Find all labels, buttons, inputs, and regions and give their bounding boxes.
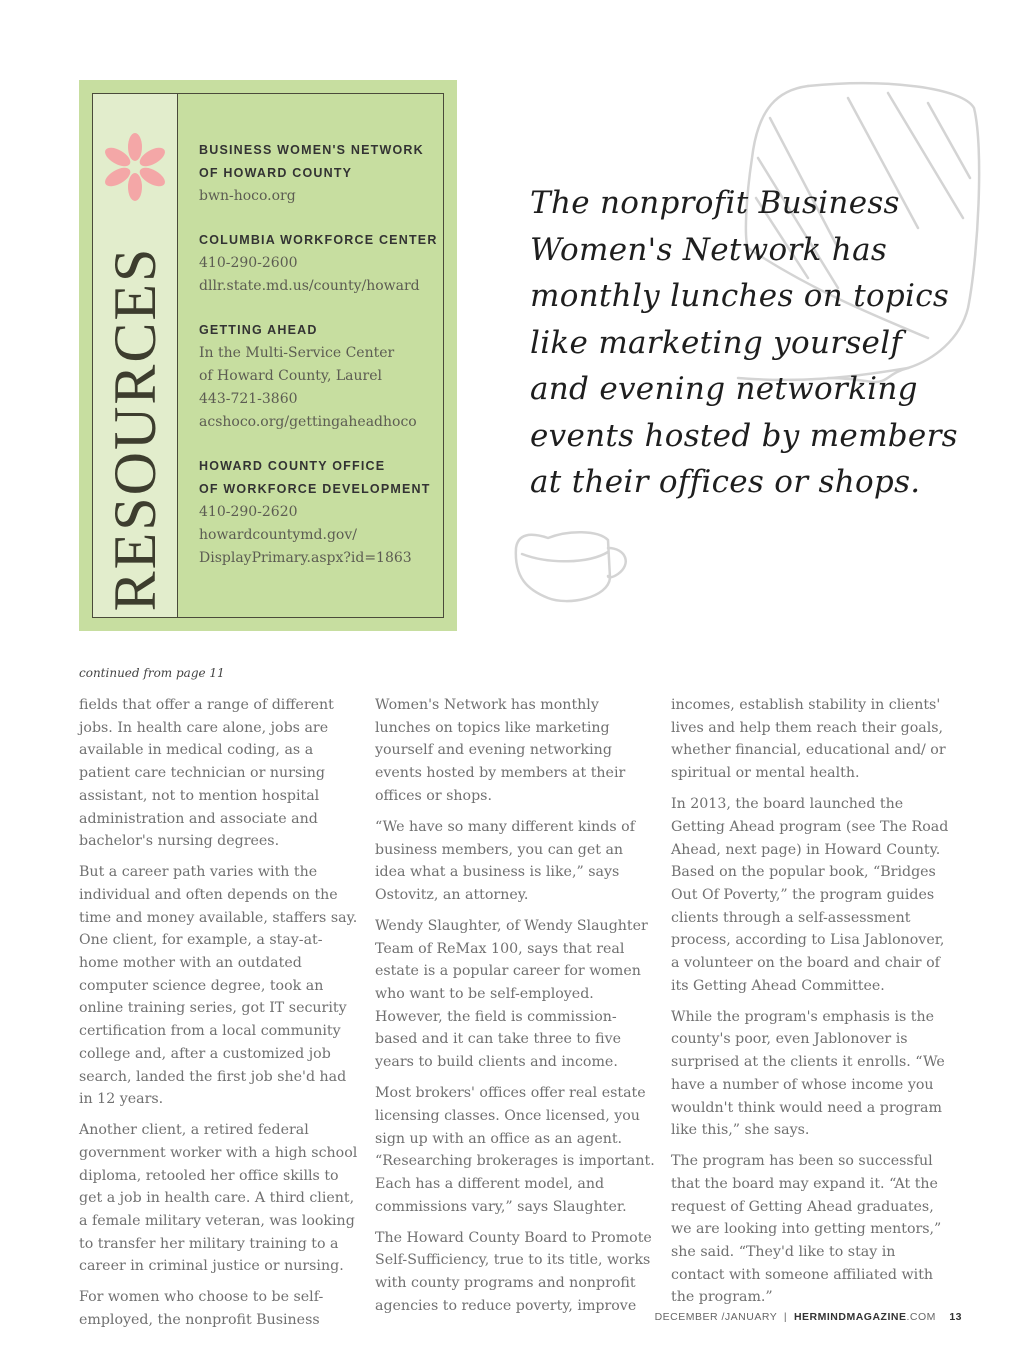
resources-list (199, 139, 439, 591)
resource-entry (199, 455, 439, 570)
article-paragraph: Another client, a retired federal government worker with a high school diploma, retooled her office skills to get a job in health care. A third client, a female military veteran, was looking to transfer her military training to a career in criminal justice or nursing. (79, 1122, 358, 1275)
article-paragraph: While the program's emphasis is the county's poor, even Jablonover is surprised at the clients it enrolls. “We have a number of whose income you wouldn't think would need a program like this,” she says. (671, 1008, 945, 1139)
continued-note: continued from page 11 (79, 666, 225, 680)
resource-name: GETTING AHEAD (199, 323, 318, 337)
footer-separator: | (783, 1311, 788, 1323)
resources-box (79, 80, 457, 631)
article-paragraph: For women who choose to be self-employed, the nonprofit Business (79, 1289, 324, 1329)
resource-detail: bwn-hoco.org (199, 188, 296, 204)
resource-entry (199, 139, 439, 208)
resource-detail: 410-290-2600 (199, 255, 298, 271)
resource-name: COLUMBIA WORKFORCE CENTER (199, 233, 438, 247)
resource-detail: In the Multi-Service Center (199, 345, 395, 361)
article-paragraph: incomes, establish stability in clients' lives and help them reach their goals, whether financial, educational and/ or spiritual or mental health. (671, 697, 946, 782)
resource-entry (199, 319, 439, 434)
article-paragraph: In 2013, the board launched the Getting Ahead program (see The Road Ahead, next page) in Howard County. Based on the popular book, “Bridges Out Of Poverty,” the program guides clients through a self-assessment process, according to Lisa Jablonover, a volunteer on the board and chair of its Getting Ahead Committee. (671, 796, 949, 994)
article-paragraph: But a career path varies with the individual and often depends on the time and money available, staffers say. One client, for example, a stay-at-home mother with an outdated computer science degree, took an online training series, got IT security certification from a local community college and, after a customized job search, landed the first job she'd had in 12 years. (79, 864, 358, 1108)
resource-detail: DisplayPrimary.aspx?id=1863 (199, 550, 412, 566)
article-paragraph: Women's Network has monthly lunches on topics like marketing yourself and evening networking events hosted by members at their offices or shops. (375, 697, 626, 804)
article-column-3 (671, 694, 953, 1317)
resource-name: BUSINESS WOMEN'S NETWORK (199, 143, 424, 157)
article-paragraph: Wendy Slaughter, of Wendy Slaughter Team of ReMax 100, says that real estate is a popular career for women who want to be self-employed. However, the field is commission-based and it can take three to five years to build clients and income. (375, 917, 648, 1071)
resource-detail: acshoco.org/gettingaheadhoco (199, 414, 417, 430)
footer-brand: HERMINDMAGAZINE (793, 1311, 907, 1323)
article-paragraph: The Howard County Board to Promote Self-Sufficiency, true to its title, works with county programs and nonprofit agencies to reduce poverty, improve (375, 1229, 652, 1314)
article-paragraph: Most brokers' offices offer real estate licensing classes. Once licensed, you sign up with an office as an agent. “Researching brokerages is important. Each has a different model, and commissions vary,” says Slaughter. (375, 1085, 655, 1215)
article-paragraph: “We have so many different kinds of business members, you can get an idea what a business is like,” says Ostovitz, an attorney. (375, 818, 635, 903)
resource-detail: 410-290-2620 (199, 504, 298, 520)
article-paragraph: The program has been so successful that the board may expand it. “At the request of Getting Ahead graduates, we are looking into getting mentors,” she said. “They'd like to stay in contact with someone affiliated with the program.” (671, 1153, 942, 1306)
footer-issue: DECEMBER /JANUARY (654, 1311, 778, 1323)
article-column-2 (375, 694, 657, 1326)
article-column-1 (79, 694, 361, 1340)
resource-detail: howardcountymd.gov/ (199, 527, 357, 543)
resources-sidebar (93, 94, 178, 617)
resource-name: OF WORKFORCE DEVELOPMENT (199, 482, 431, 496)
resources-frame (92, 93, 444, 618)
page-number: 13 (949, 1311, 962, 1323)
article-paragraph: fields that offer a range of different jobs. In health care alone, jobs are available in medical coding, as a patient care technician or nursing assistant, not to mention hospital administration and associate and bachelor's nursing degrees. (79, 697, 334, 850)
resource-detail: 443-721-3860 (199, 391, 298, 407)
resource-detail: of Howard County, Laurel (199, 368, 382, 384)
resource-name: HOWARD COUNTY OFFICE (199, 459, 386, 473)
resource-detail: dllr.state.md.us/county/howard (199, 278, 420, 294)
resources-title: RESOURCES (102, 246, 168, 612)
page-footer (655, 1311, 962, 1323)
resource-name: OF HOWARD COUNTY (199, 166, 353, 180)
footer-brand-suffix: .COM (906, 1311, 936, 1323)
flower-icon (103, 132, 167, 202)
resource-entry (199, 229, 439, 298)
pull-quote: The nonprofit Business Women's Network has monthly lunches on topics like marketing yourself and evening networking events hosted by members at their offices or shops. (530, 185, 958, 500)
